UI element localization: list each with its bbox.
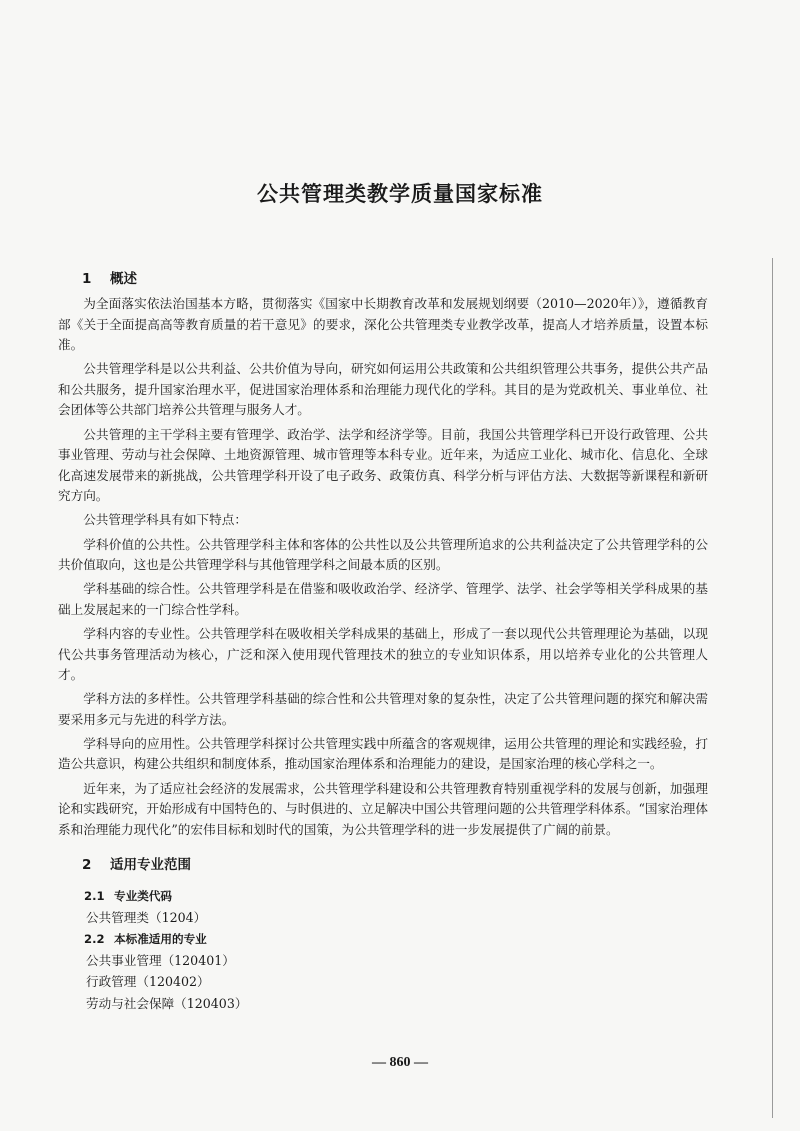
subsection-number: 2.2 bbox=[84, 931, 105, 946]
paragraph: 公共管理学科具有如下特点： bbox=[83, 512, 247, 528]
subsection-title: 专业类代码 bbox=[114, 889, 172, 904]
paragraph: 学科导向的应用性。公共管理学科探讨公共管理实践中所蕴含的客观规律，运用公共管理的理论和实践经验，打造公共意识，构建公共组织和制度体系，推动国家治理体系和治理能力的建设，是国家治理的核心学科之一。 bbox=[58, 735, 708, 772]
page-number: — 860 — bbox=[372, 1055, 428, 1070]
page-edge-line bbox=[772, 258, 773, 1118]
paragraph: 学科内容的专业性。公共管理学科在吸收相关学科成果的基础上，形成了一套以现代公共管理理论为基础，以现代公共事务管理活动为核心，广泛和深入使用现代管理技术的独立的专业知识体系，用以培养专业化的公共管理人才。 bbox=[58, 625, 708, 683]
subsection-number: 2.1 bbox=[84, 889, 105, 904]
section-title: 适用专业范围 bbox=[110, 857, 191, 874]
list-item: 公共管理类（1204） bbox=[86, 910, 207, 926]
paragraph: 学科价值的公共性。公共管理学科主体和客体的公共性以及公共管理所追求的公共利益决定了公共管理学科的公共价值取向，这也是公共管理学科与其他管理学科之间最本质的区别。 bbox=[58, 536, 708, 573]
paragraph: 公共管理的主干学科主要有管理学、政治学、法学和经济学等。目前，我国公共管理学科已开设行政管理、公共事业管理、劳动与社会保障、土地资源管理、城市管理等本科专业。近年来，为适应工业化、城市化、信息化、全球化高速发展带来的新挑战，公共管理学科开设了电子政务、政策仿真、科学分析与评估方法、大数据等新课程和新研究方向。 bbox=[58, 426, 708, 504]
paragraph: 学科方法的多样性。公共管理学科基础的综合性和公共管理对象的复杂性，决定了公共管理问题的探究和解决需要采用多元与先进的科学方法。 bbox=[58, 691, 708, 727]
section-heading-1 bbox=[82, 268, 708, 290]
subsection-title: 本标准适用的专业 bbox=[114, 931, 207, 946]
section-title: 概述 bbox=[110, 271, 137, 287]
section-heading-2 bbox=[82, 854, 708, 876]
paragraph: 公共管理学科是以公共利益、公共价值为导向，研究如何运用公共政策和公共组织管理公共事务，提供公共产品和公共服务，提升国家治理水平，促进国家治理体系和治理能力现代化的学科。其目的是为党政机关、事业单位、社会团体等公共部门培养公共管理与服务人才。 bbox=[58, 361, 708, 418]
document-title: 公共管理类教学质量国家标准 bbox=[257, 182, 543, 206]
paragraph: 学科基础的综合性。公共管理学科是在借鉴和吸收政治学、经济学、管理学、法学、社会学等相关学科成果的基础上发展起来的一门综合性学科。 bbox=[58, 581, 708, 617]
document-body bbox=[58, 268, 708, 1014]
section-number: 2 bbox=[82, 857, 92, 874]
list-item: 公共事业管理（120401） bbox=[86, 952, 235, 968]
subsection-heading-2-2 bbox=[84, 929, 708, 950]
paragraph: 近年来，为了适应社会经济的发展需求，公共管理学科建设和公共管理教育特别重视学科的发展与创新，加强理论和实践研究，开始形成有中国特色的、与时俱进的、立足解决中国公共管理问题的公共管理学科体系。“国家治理体系和治理能力现代化”的宏伟目标和划时代的国策，为公共管理学科的进一步发展提供了广阔的前景。 bbox=[58, 780, 708, 837]
section-number: 1 bbox=[82, 271, 92, 287]
paragraph: 为全面落实依法治国基本方略，贯彻落实《国家中长期教育改革和发展规划纲要（2010—2020年）》，遵循教育部《关于全面提高高等教育质量的若干意见》的要求，深化公共管理类专业教学改革，提高人才培养质量，设置本标准。 bbox=[58, 296, 708, 353]
list-item: 劳动与社会保障（120403） bbox=[86, 995, 248, 1011]
subsection-heading-2-1 bbox=[84, 886, 708, 907]
list-item: 行政管理（120402） bbox=[86, 974, 210, 990]
